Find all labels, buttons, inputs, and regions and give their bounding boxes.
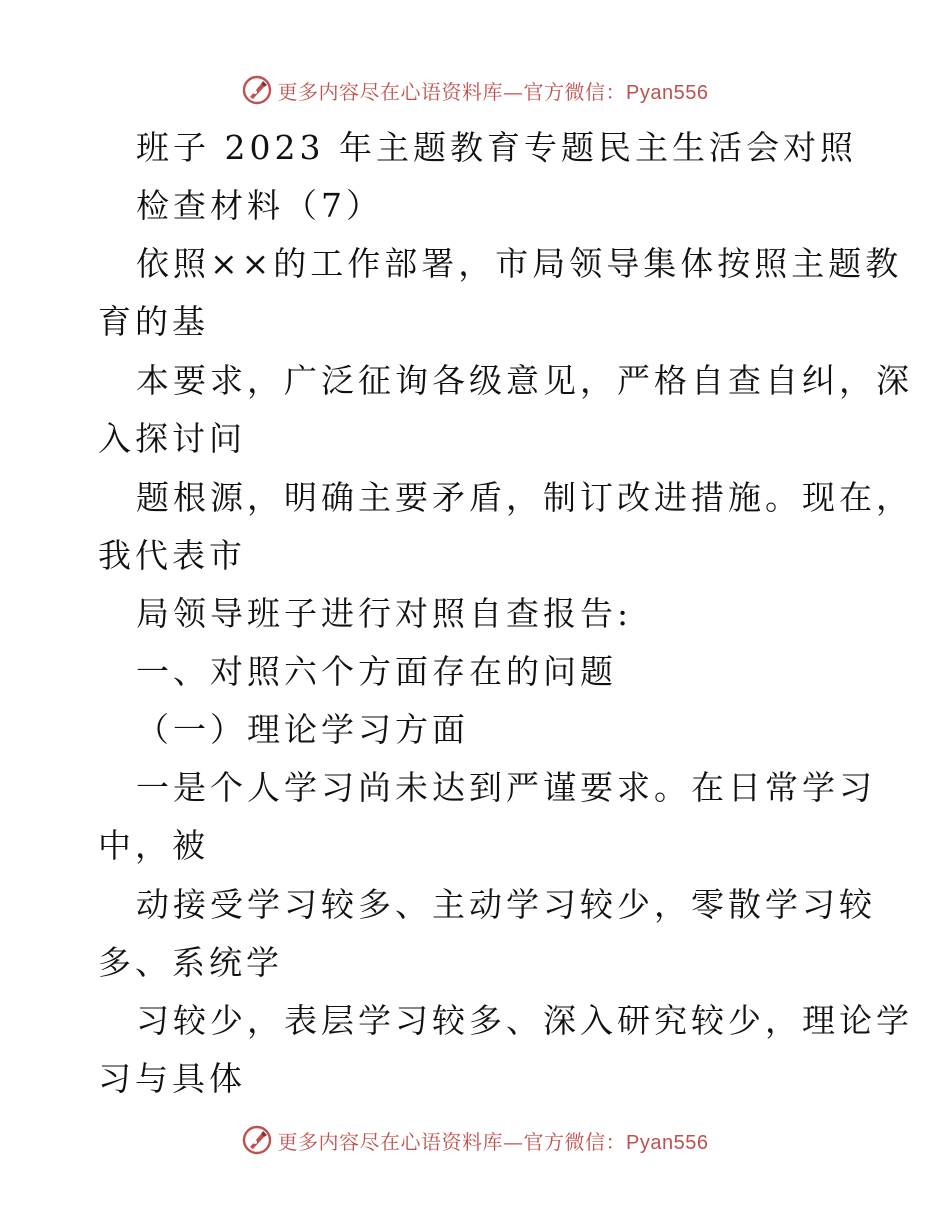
watermark-text: 更多内容尽在心语资料库—官方微信：Pyan556: [277, 79, 709, 104]
paragraph-line: 本要求，广泛征询各级意见，严格自查自纠，深: [136, 361, 913, 400]
paragraph-line: 中，被: [98, 826, 209, 865]
subsection-heading: （一）理论学习方面: [136, 710, 469, 749]
paragraph-line: 入探讨问: [98, 419, 246, 458]
header-watermark: [0, 70, 950, 110]
paragraph-line: 一是个人学习尚未达到严谨要求。在日常学习: [136, 768, 876, 807]
paragraph-line: 题根源，明确主要矛盾，制订改进措施。现在，: [136, 478, 913, 517]
doc-title-line-1: 班子 2023 年主题教育专题民主生活会对照: [136, 128, 857, 167]
paragraph-line: 动接受学习较多、主动学习较少，零散学习较: [136, 885, 876, 924]
watermark-text: 更多内容尽在心语资料库—官方微信：Pyan556: [277, 1129, 709, 1154]
pen-logo-icon: [242, 1125, 272, 1155]
paragraph-line: 习与具体: [98, 1059, 246, 1098]
paragraph-line: 依照××的工作部署，市局领导集体按照主题教: [136, 244, 903, 283]
doc-title-line-2: 检查材料（7）: [136, 186, 383, 225]
paragraph-line: 多、系统学: [98, 943, 283, 982]
footer-watermark: [0, 1120, 950, 1160]
section-heading: 一、对照六个方面存在的问题: [136, 652, 617, 691]
pen-logo-icon: [242, 75, 272, 105]
paragraph-line: 局领导班子进行对照自查报告:: [136, 594, 633, 633]
paragraph-line: 习较少，表层学习较多、深入研究较少，理论学: [136, 1001, 913, 1040]
paragraph-line: 育的基: [98, 302, 209, 341]
paragraph-line: 我代表市: [98, 536, 246, 575]
